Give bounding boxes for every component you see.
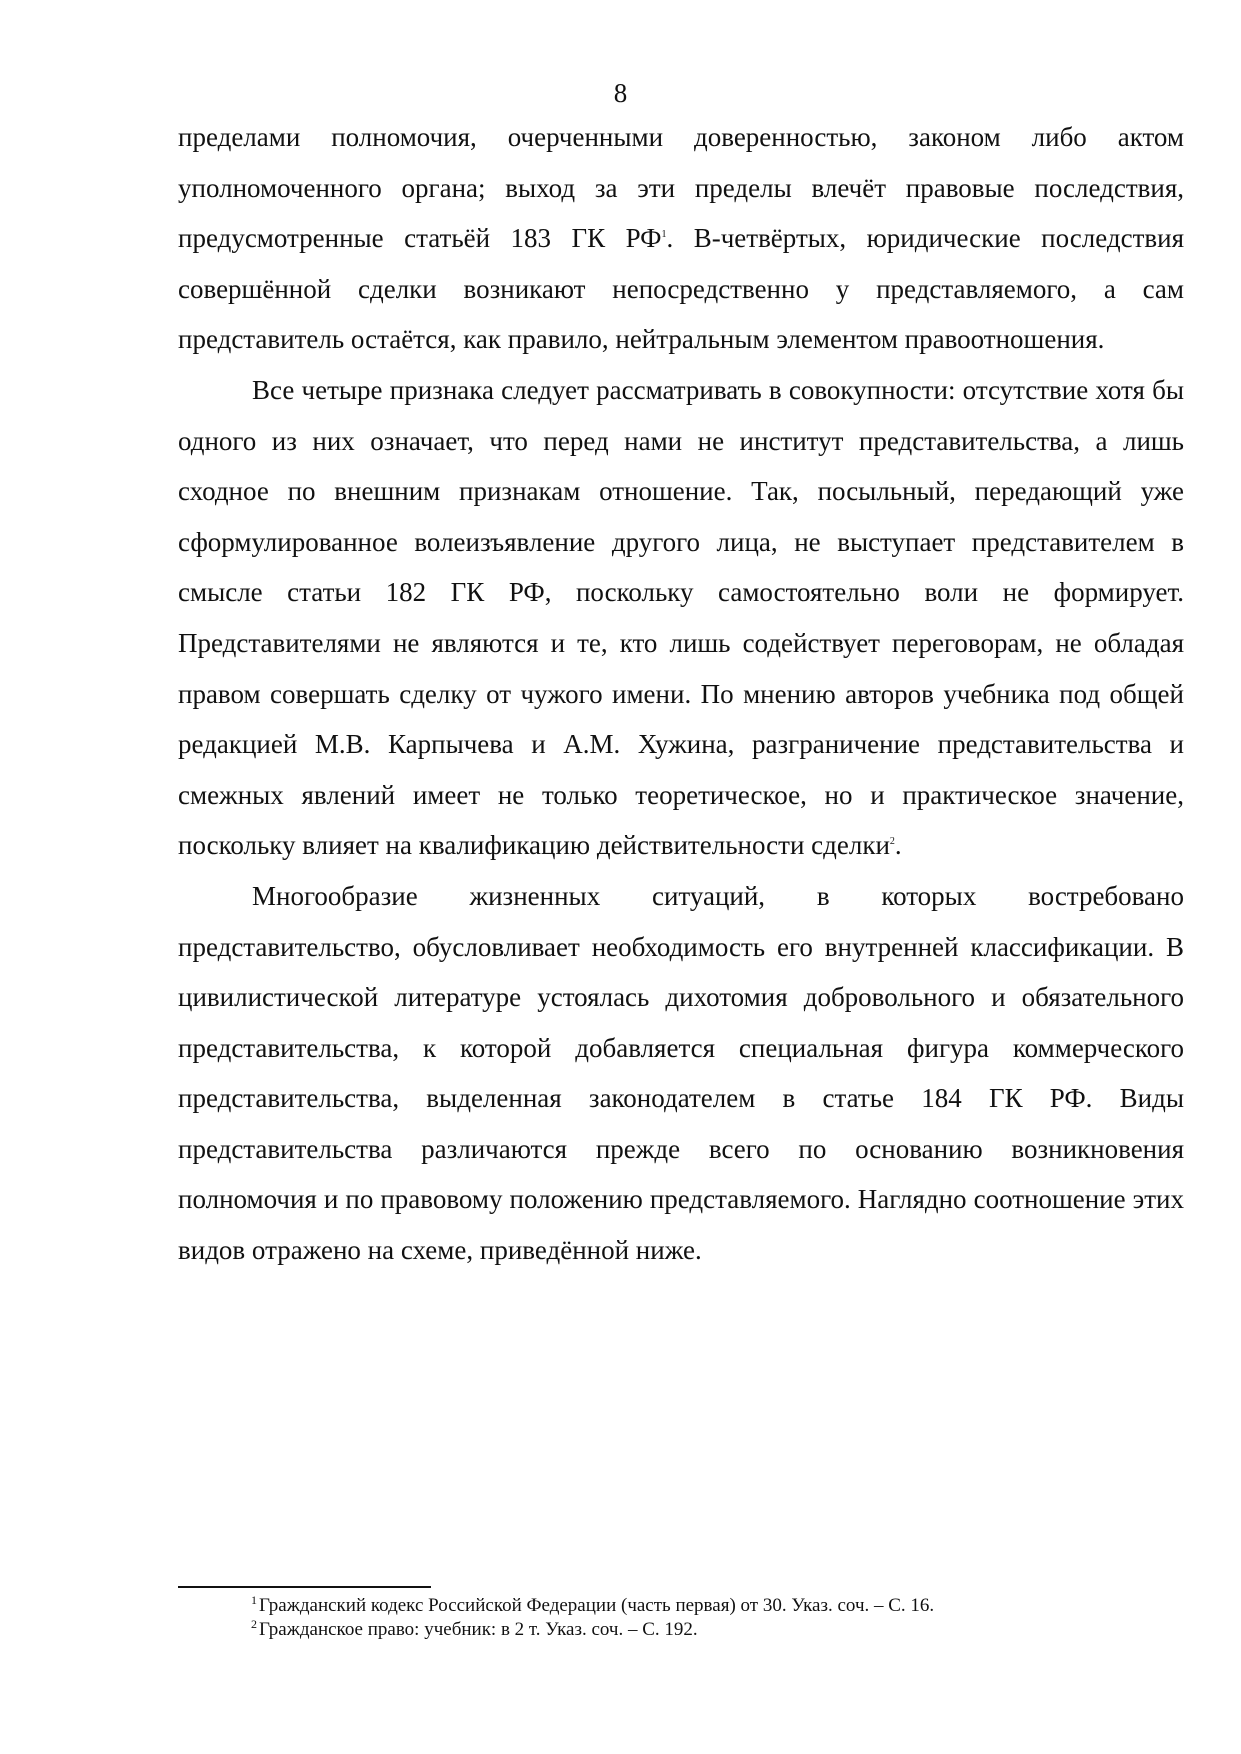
footnote bbox=[251, 1594, 1181, 1618]
paragraph-continuation bbox=[178, 112, 1184, 365]
footnote-mark: 2 bbox=[251, 1617, 257, 1631]
paragraph-text: Все четыре признака следует рассматривать в совокупности: отсутствие хотя бы одного из них означает, что перед нами не институт представительства, а лишь сходное по внешним признакам отношение. Так, посыльный, передающий уже сформулированное волеизъявление другого лица, не выступает представителем в смысле статьи 182 ГК РФ, поскольку самостоятельно воли не формирует. Представителями не являются и те, кто лишь содействует переговорам, не обладая правом совершать сделку от чужого имени. По мнению авторов учебника под общей редакцией М.В. Карпычева и А.М. Хужина, разграничение представительства и смежных явлений имеет не только теоретическое, но и практическое значение, поскольку влияет на квалификацию действительности сделки bbox=[178, 374, 1184, 861]
paragraph-text: . В-четвёртых, юридические последствия совершённой сделки возникают непосредственно у представляемого, а сам представитель остаётся, как правило, нейтральным элементом правоотношения. bbox=[178, 223, 1184, 355]
page-number: 8 bbox=[613, 78, 628, 108]
paragraph-text: . bbox=[894, 830, 902, 861]
paragraph-text: пределами полномочия, очерченными доверенностью, законом либо актом уполномоченного органа; выход за эти пределы влечёт правовые последствия, предусмотренные статьёй 183 ГК РФ bbox=[178, 122, 1184, 254]
footnote-separator bbox=[178, 1586, 431, 1588]
paragraph bbox=[178, 365, 1184, 871]
footnote-reference[interactable]: 1 bbox=[661, 229, 667, 241]
footnotes bbox=[251, 1594, 1181, 1642]
footnote-mark: 1 bbox=[251, 1593, 257, 1607]
footnote-text: Гражданское право: учебник: в 2 т. Указ. соч. – С. 192. bbox=[259, 1619, 698, 1640]
footnote-reference[interactable]: 2 bbox=[889, 836, 895, 848]
footnote-text: Гражданский кодекс Российской Федерации (часть первая) от 30. Указ. соч. – С. 16. bbox=[259, 1595, 935, 1616]
footnote bbox=[251, 1618, 1181, 1642]
body-text bbox=[178, 112, 1184, 1276]
paragraph: Многообразие жизненных ситуаций, в которых востребовано представительство, обусловливает необходимость его внутренней классификации. В цивилистической литературе устоялась дихотомия добровольного и обязательного представительства, к которой добавляется специальная фигура коммерческого представительства, выделенная законодателем в статье 184 ГК РФ. Виды представительства различаются прежде всего по основанию возникновения полномочия и по правовому положению представляемого. Наглядно соотношение этих видов отражено на схеме, приведённой ниже. bbox=[178, 880, 1184, 1266]
